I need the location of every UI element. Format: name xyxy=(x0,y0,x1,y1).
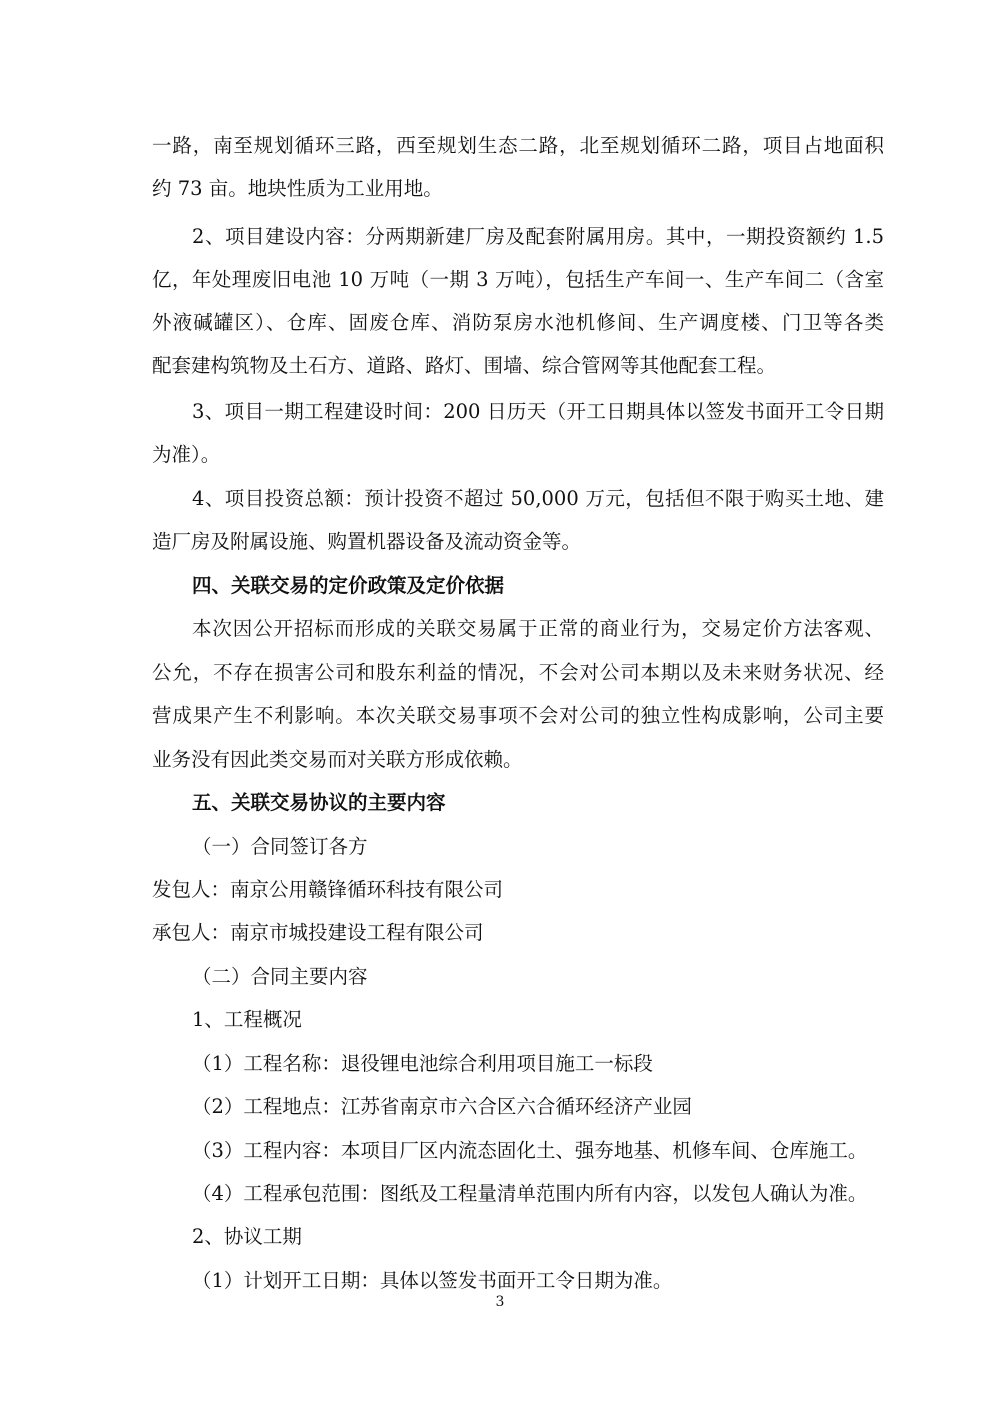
list-item: （4）工程承包范围：图纸及工程量清单范围内所有内容，以发包人确认为准。 xyxy=(192,1182,868,1205)
subsection-heading: （二）合同主要内容 xyxy=(192,965,368,988)
list-item: （1）计划开工日期：具体以签发书面开工令日期为准。 xyxy=(192,1269,673,1292)
paragraph-line: 一路，南至规划循环三路，西至规划生态二路，北至规划循环二路，项目占地面积 xyxy=(152,134,884,157)
party-line: 发包人：南京公用赣锋循环科技有限公司 xyxy=(152,878,504,901)
item-heading: 2、协议工期 xyxy=(192,1225,302,1248)
item-heading: 1、工程概况 xyxy=(192,1008,302,1031)
paragraph-line: 亿，年处理废旧电池 10 万吨（一期 3 万吨），包括生产车间一、生产车间二（含室 xyxy=(152,268,884,291)
list-item: （3）工程内容：本项目厂区内流态固化土、强夯地基、机修车间、仓库施工。 xyxy=(192,1139,868,1162)
paragraph-line: 造厂房及附属设施、购置机器设备及流动资金等。 xyxy=(152,530,582,553)
paragraph-line: 营成果产生不利影响。本次关联交易事项不会对公司的独立性构成影响，公司主要 xyxy=(152,704,884,727)
subsection-heading: （一）合同签订各方 xyxy=(192,835,368,858)
list-item: （2）工程地点：江苏省南京市六合区六合循环经济产业园 xyxy=(192,1095,692,1118)
paragraph-line: 业务没有因此类交易而对关联方形成依赖。 xyxy=(152,748,523,771)
section-heading: 四、关联交易的定价政策及定价依据 xyxy=(192,574,505,597)
paragraph-line: 配套建构筑物及土石方、道路、路灯、围墙、综合管网等其他配套工程。 xyxy=(152,354,777,377)
paragraph-line: 3、项目一期工程建设时间：200 日历天（开工日期具体以签发书面开工令日期 xyxy=(192,400,884,423)
paragraph-line: 为准）。 xyxy=(152,443,221,466)
paragraph-line: 约 73 亩。地块性质为工业用地。 xyxy=(152,177,443,200)
list-item: （1）工程名称：退役锂电池综合利用项目施工一标段 xyxy=(192,1052,653,1075)
paragraph-line: 公允，不存在损害公司和股东利益的情况，不会对公司本期以及未来财务状况、经 xyxy=(152,661,884,684)
paragraph-line: 4、项目投资总额：预计投资不超过 50,000 万元，包括但不限于购买土地、建 xyxy=(192,487,884,510)
paragraph-line: 2、项目建设内容：分两期新建厂房及配套附属用房。其中，一期投资额约 1.5 xyxy=(192,225,884,248)
page-number: 3 xyxy=(495,1294,505,1310)
paragraph-line: 外液碱罐区）、仓库、固废仓库、消防泵房水池机修间、生产调度楼、门卫等各类 xyxy=(152,311,884,334)
section-heading: 五、关联交易协议的主要内容 xyxy=(192,791,446,814)
party-line: 承包人：南京市城投建设工程有限公司 xyxy=(152,921,484,944)
paragraph-line: 本次因公开招标而形成的关联交易属于正常的商业行为，交易定价方法客观、 xyxy=(192,617,884,640)
